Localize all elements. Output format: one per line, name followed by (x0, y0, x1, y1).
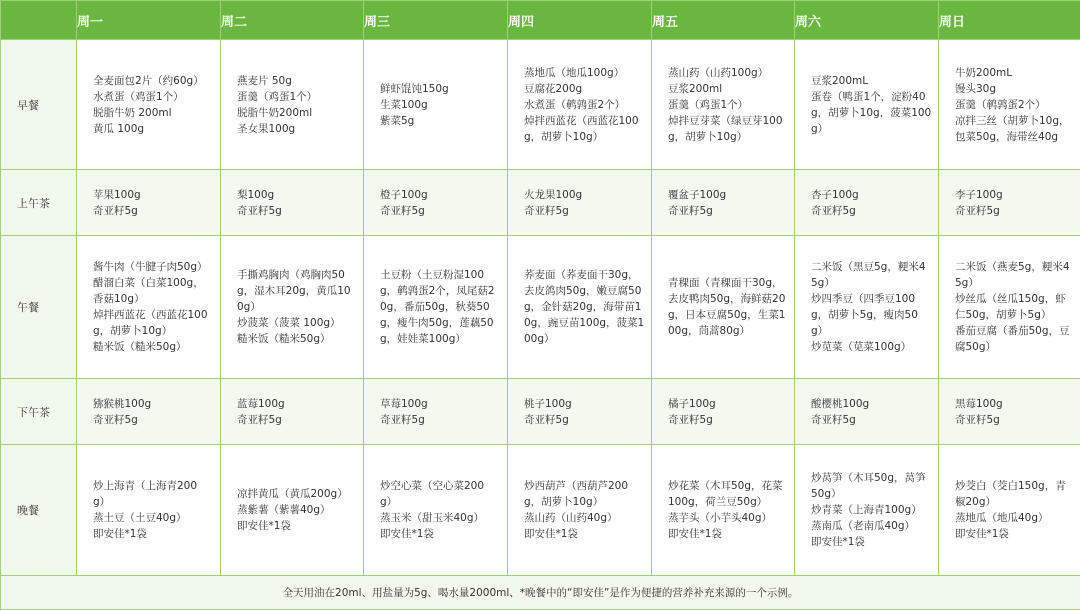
meal-cell: 青稞面（青稞面干30g，去皮鸭肉50g，海鲜菇20g，日本豆腐50g，生菜100g，茼蒿80g） (652, 236, 795, 379)
header-corner (1, 1, 77, 40)
meal-cell: 蓝莓100g 奇亚籽5g (221, 379, 364, 445)
meal-label-afternoon-tea: 下午茶 (1, 379, 77, 445)
footer-note: 全天用油在20ml、用盐量为5g、喝水量2000ml、*晚餐中的“即安佳”是作为便捷的营养补充来源的一个示例。 (1, 576, 1080, 610)
day-header-row (1, 1, 1080, 40)
meal-cell: 全麦面包2片（约60g） 水煮蛋（鸡蛋1个） 脱脂牛奶 200ml 黄瓜 100g (77, 40, 221, 170)
meal-cell: 二米饭（黑豆5g，粳米45g） 炒四季豆（四季豆100g，胡萝卜5g，瘦肉50g） 炒苋菜（苋菜100g） (795, 236, 939, 379)
meal-label-breakfast: 早餐 (1, 40, 77, 170)
day-header-mon: 周一 (77, 1, 221, 40)
meal-cell: 炒茭白（茭白150g，青椒20g） 蒸地瓜（地瓜40g） 即安佳*1袋 (939, 445, 1080, 576)
meal-cell: 火龙果100g 奇亚籽5g (508, 170, 652, 236)
meal-label-morning-tea: 上午茶 (1, 170, 77, 236)
meal-label-dinner: 晚餐 (1, 445, 77, 576)
meal-cell: 蒸地瓜（地瓜100g） 豆腐花200g 水煮蛋（鹌鹑蛋2个） 焯拌西蓝花（西蓝花100g，胡萝卜10g） (508, 40, 652, 170)
meal-cell: 燕麦片 50g 蛋羹（鸡蛋1个） 脱脂牛奶200ml 圣女果100g (221, 40, 364, 170)
meal-label-lunch: 午餐 (1, 236, 77, 379)
meal-row-morning-tea (1, 170, 1080, 236)
meal-cell: 草莓100g 奇亚籽5g (364, 379, 508, 445)
meal-row-afternoon-tea (1, 379, 1080, 445)
meal-cell: 酱牛肉（牛腱子肉50g） 醋溜白菜（白菜100g，香菇10g） 焯拌西蓝花（西蓝花100g，胡萝卜10g） 糙米饭（糙米50g） (77, 236, 221, 379)
meal-cell: 炒上海青（上海青200g） 蒸土豆（土豆40g） 即安佳*1袋 (77, 445, 221, 576)
meal-cell: 蒸山药（山药100g） 豆浆200ml 蛋羹（鸡蛋1个） 焯拌豆芽菜（绿豆芽100g，胡萝卜10g） (652, 40, 795, 170)
meal-cell: 土豆粉（土豆粉湿100g，鹌鹑蛋2个，凤尾菇20g，番茄50g，秋葵50g，瘦牛肉50g，莲藕50g，娃娃菜100g） (364, 236, 508, 379)
meal-cell: 梨100g 奇亚籽5g (221, 170, 364, 236)
meal-row-breakfast (1, 40, 1080, 170)
meal-cell: 凉拌黄瓜（黄瓜200g） 蒸紫薯（紫薯40g） 即安佳*1袋 (221, 445, 364, 576)
meal-cell: 桃子100g 奇亚籽5g (508, 379, 652, 445)
meal-cell: 覆盆子100g 奇亚籽5g (652, 170, 795, 236)
meal-cell: 二米饭（燕麦5g，粳米45g） 炒丝瓜（丝瓜150g，虾仁50g，胡萝卜5g） 番茄豆腐（番茄50g，豆腐50g） (939, 236, 1080, 379)
meal-cell: 橘子100g 奇亚籽5g (652, 379, 795, 445)
day-header-sun: 周日 (939, 1, 1080, 40)
meal-cell: 李子100g 奇亚籽5g (939, 170, 1080, 236)
meal-cell: 炒空心菜（空心菜200g） 蒸玉米（甜玉米40g） 即安佳*1袋 (364, 445, 508, 576)
meal-cell: 橙子100g 奇亚籽5g (364, 170, 508, 236)
meal-cell: 炒西葫芦（西葫芦200g，胡萝卜10g） 蒸山药（山药40g） 即安佳*1袋 (508, 445, 652, 576)
meal-cell: 豆浆200mL 蛋卷（鸭蛋1个，淀粉40g，胡萝卜10g，菠菜100g） (795, 40, 939, 170)
meal-cell: 炒莴笋（木耳50g，莴笋50g） 炒青菜（上海青100g） 蒸南瓜（老南瓜40g） 即安佳*1袋 (795, 445, 939, 576)
day-header-tue: 周二 (221, 1, 364, 40)
day-header-fri: 周五 (652, 1, 795, 40)
meal-cell: 黑莓100g 奇亚籽5g (939, 379, 1080, 445)
day-header-sat: 周六 (795, 1, 939, 40)
day-header-thu: 周四 (508, 1, 652, 40)
meal-cell: 炒花菜（木耳50g，花菜100g，荷兰豆50g） 蒸芋头（小芋头40g） 即安佳*1袋 (652, 445, 795, 576)
footer-row (1, 576, 1080, 610)
meal-cell: 鲜虾馄饨150g 生菜100g 紫菜5g (364, 40, 508, 170)
meal-cell: 杏子100g 奇亚籽5g (795, 170, 939, 236)
meal-cell: 猕猴桃100g 奇亚籽5g (77, 379, 221, 445)
meal-cell: 酸樱桃100g 奇亚籽5g (795, 379, 939, 445)
meal-row-lunch (1, 236, 1080, 379)
meal-cell: 荞麦面（荞麦面干30g，去皮鸽肉50g，嫩豆腐50g，金针菇20g，海带苗10g，豌豆苗100g，菠菜100g） (508, 236, 652, 379)
meal-cell: 苹果100g 奇亚籽5g (77, 170, 221, 236)
meal-row-dinner (1, 445, 1080, 576)
day-header-wed: 周三 (364, 1, 508, 40)
meal-cell: 手撕鸡胸肉（鸡胸肉50g，湿木耳20g，黄瓜100g） 炒菠菜（菠菜 100g） 糙米饭（糙米50g） (221, 236, 364, 379)
meal-cell: 牛奶200mL 馒头30g 蛋羹（鹌鹑蛋2个） 凉拌三丝（胡萝卜10g，包菜50g，海带丝40g (939, 40, 1080, 170)
